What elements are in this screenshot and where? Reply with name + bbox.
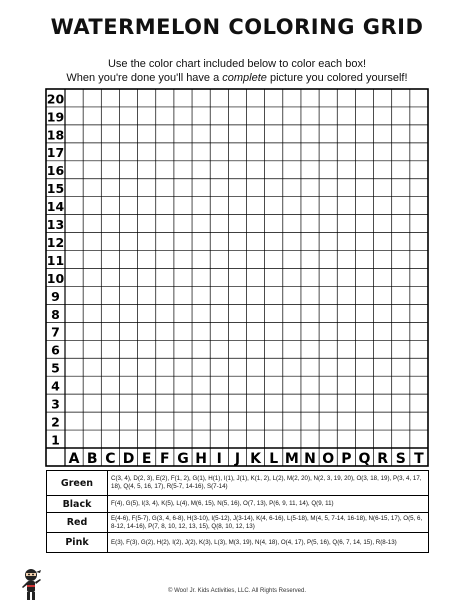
column-label: D [122,451,135,467]
column-label: M [284,451,299,467]
legend-label-red: Red [47,513,108,532]
column-label: Q [358,451,371,467]
column-label: E [141,451,152,467]
color-legend [46,470,429,553]
row-label: 13 [46,217,65,233]
row-label: 16 [46,163,65,179]
column-label: K [250,451,262,467]
row-label: 20 [46,91,65,107]
row-label: 15 [46,181,65,197]
row-label: 4 [51,378,60,394]
column-label: A [68,451,80,467]
column-label: S [395,451,406,467]
grid-frame [46,89,428,466]
legend-label-green: Green [47,471,108,495]
column-label: B [86,451,98,467]
column-label: R [377,451,389,467]
row-label: 8 [51,306,60,322]
row-label: 10 [46,270,65,286]
legend-label-pink: Pink [47,533,108,552]
instruction-line-2-suffix: picture you colored yourself! [266,72,408,84]
row-label: 7 [51,324,60,340]
column-label: O [322,451,335,467]
row-label: 1 [51,432,60,448]
column-label: J [234,451,241,467]
copyright-footer: © Woo! Jr. Kids Activities, LLC. All Rights Reserved. [167,588,307,594]
row-label: 11 [46,252,65,268]
row-label: 6 [51,342,60,358]
row-label: 12 [46,234,65,250]
row-label: 14 [46,199,65,215]
legend-codes-green: C(3, 4), D(2, 3), E(2), F(1, 2), G(1), H(1), I(1), J(1), K(1, 2), L(2), M(2, 20), N(2, 3, 19, 20), O(3, 18, 19), P(3, 4, 17, 18), Q(4, 5, 16, 17), R(5-7, 14-16), S(7-14) [111,475,422,490]
column-label: P [341,451,352,467]
instruction-line-2-prefix: When you're done you'll have a [66,72,223,84]
row-label: 3 [51,396,60,412]
column-label: T [414,451,424,467]
column-label: G [177,451,189,467]
legend-row-black [47,496,428,513]
column-label: N [304,451,316,467]
row-label: 18 [46,127,65,143]
legend-codes-black: F(4), G(5), I(3, 4), K(5), L(4), M(6, 15), N(5, 16), O(7, 13), P(6, 9, 11, 14), Q(9, 11) [111,500,334,508]
column-label: C [105,451,116,467]
row-label: 5 [51,360,60,376]
legend-row-red [47,513,428,533]
row-label: 9 [51,288,60,304]
legend-label-black: Black [47,496,108,512]
row-label: 2 [51,414,60,430]
page-title: WATERMELON COLORING GRID [50,15,424,39]
row-label: 19 [46,109,65,125]
instruction-emphasis: complete [222,72,267,84]
legend-codes-pink: E(3), F(3), G(2), H(2), I(2), J(2), K(3), L(3), M(3, 19), N(4, 18), O(4, 17), P(5, 16), Q(6, 7, 14, 15), R(8-13) [111,538,397,546]
column-label: L [269,451,279,467]
instruction-line-1: Use the color chart included below to color each box! [107,58,367,70]
legend-row-green [47,471,428,496]
column-label: H [195,451,207,467]
ninja-mascot-icon [20,568,42,604]
column-label: I [216,451,222,467]
row-label: 17 [46,145,65,161]
legend-row-pink [47,533,428,552]
legend-codes-red: E(4-6), F(5-7), G(3, 4, 6-8), H(3-10), I(5-12), J(3-14), K(4, 6-16), L(5-18), M(4, 5, 7-14, 16-18), N(6-15, 17), O(5, 6, 8-12, 14-16), P(7, 8, 10, 12, 13, 15), Q(8, 10, 12, 13) [111,514,423,530]
column-label: F [160,451,170,467]
